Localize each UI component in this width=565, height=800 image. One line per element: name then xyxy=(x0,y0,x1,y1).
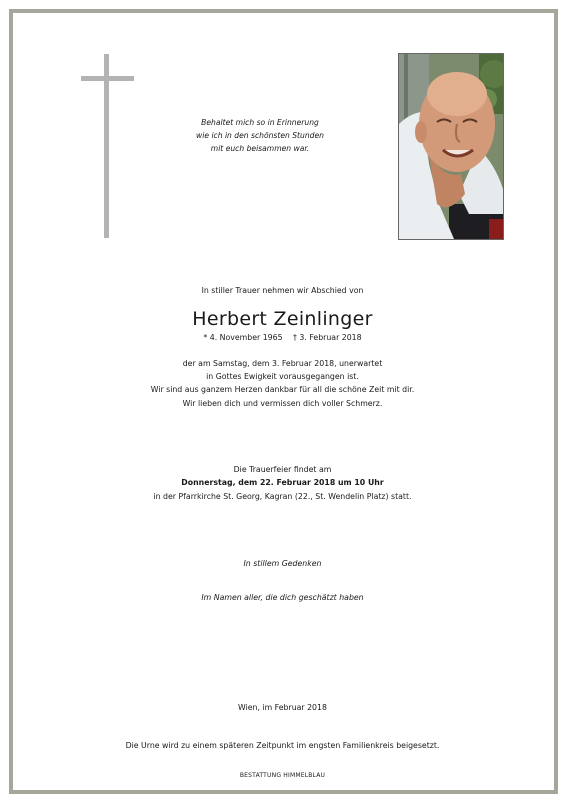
place-date: Wien, im Februar 2018 xyxy=(238,703,327,712)
memorial-phrase: In stillem Gedenken xyxy=(243,559,322,568)
memorial-quote xyxy=(160,116,360,155)
intro-text: In stiller Trauer nehmen wir Abschied von xyxy=(201,286,364,295)
death-date: † 3. Februar 2018 xyxy=(293,333,362,342)
funeral-datetime: Donnerstag, dem 22. Februar 2018 um 10 Uhr xyxy=(181,478,384,488)
urn-note: Die Urne wird zu einem späteren Zeitpunkt im engsten Familienkreis beigesetzt. xyxy=(125,741,440,750)
funeral-intro: Die Trauerfeier findet am xyxy=(233,465,332,474)
funeral-info xyxy=(0,463,565,503)
life-dates xyxy=(0,333,565,342)
obituary-line: in Gottes Ewigkeit vorausgegangen ist. xyxy=(206,372,359,382)
deceased-name: Herbert Zeinlinger xyxy=(192,308,373,330)
signature-line: Im Namen aller, die dich geschätzt haben xyxy=(201,593,364,602)
quote-line: Behaltet mich so in Erinnerung xyxy=(201,118,319,127)
obituary-line: Wir lieben dich und vermissen dich voller Schmerz. xyxy=(182,398,383,408)
quote-line: mit euch beisammen war. xyxy=(210,144,310,153)
funeral-location: in der Pfarrkirche St. Georg, Kagran (22., St. Wendelin Platz) statt. xyxy=(153,491,412,501)
obituary-text xyxy=(0,357,565,410)
cross-horizontal-bar xyxy=(81,76,134,81)
birth-date: * 4. November 1965 xyxy=(203,333,283,342)
undertaker-name: BESTATTUNG HIMMELBLAU xyxy=(239,772,326,779)
obituary-line: Wir sind aus ganzem Herzen dankbar für all die schöne Zeit mit dir. xyxy=(150,385,415,395)
portrait-photo xyxy=(398,53,504,240)
quote-line: wie ich in den schönsten Stunden xyxy=(196,131,324,140)
obituary-line: der am Samstag, dem 3. Februar 2018, unerwartet xyxy=(182,359,383,368)
cross-vertical-bar xyxy=(104,54,109,238)
